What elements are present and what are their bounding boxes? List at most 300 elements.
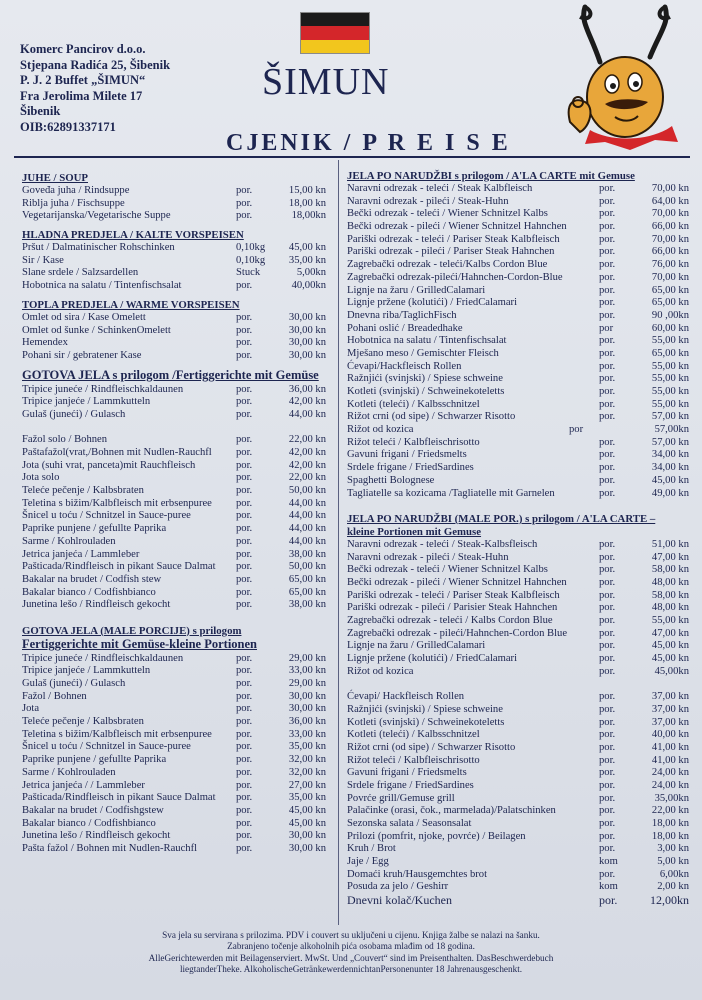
item-price: 15,00 kn (288, 185, 326, 196)
item-unit: por. (599, 564, 616, 576)
menu-item (22, 599, 330, 612)
item-unit: por. (599, 538, 616, 550)
item-price: 57,00 kn (651, 411, 689, 423)
item-unit: por. (599, 640, 616, 652)
item-price: 22,00 kn (288, 434, 326, 446)
spacer (347, 500, 691, 513)
item-price: 45,00 kn (651, 640, 689, 652)
item-unit: por. (599, 462, 616, 474)
item-price: 42,00 kn (288, 447, 326, 458)
item-unit: por. (236, 690, 253, 702)
menu-item (347, 361, 691, 374)
item-name: Pohani oslić / Breadedhake (347, 322, 463, 334)
item-name: Omlet od sira / Kase Omelett (22, 311, 146, 323)
item-name: Teleće pečenje / Kalbsbraten (22, 716, 144, 728)
item-unit: por. (599, 703, 616, 715)
menu-item (22, 653, 330, 666)
menu-item (347, 488, 691, 501)
item-price: 58,00 kn (651, 564, 689, 576)
item-unit: por. (599, 195, 616, 207)
item-unit: por. (236, 197, 253, 209)
item-name: Mješano meso / Gemischter Fleisch (347, 347, 499, 359)
menu-item (22, 741, 330, 754)
item-name: Dnevni kolač/Kuchen (347, 893, 452, 908)
item-name: Naravni odrezak - teleći / Steak Kalbfleisch (347, 183, 533, 194)
item-unit: por. (599, 259, 616, 271)
footer-notes (0, 930, 702, 976)
item-unit: por. (236, 741, 253, 753)
item-name: Dnevna riba/TaglichFisch (347, 309, 457, 321)
item-name: Prilozi (pomfrit, njoke, povrće) / Beilagen (347, 830, 526, 842)
menu-item (22, 460, 330, 473)
item-name: Paprike punjene / gefullte Paprika (22, 523, 167, 535)
spacer (347, 678, 691, 691)
item-unit: por. (599, 436, 616, 448)
item-unit: por. (599, 309, 616, 321)
item-price: 33,00 kn (288, 665, 326, 677)
item-name: Pršut / Dalmatinischer Rohschinken (22, 242, 175, 254)
item-unit: por. (599, 653, 616, 665)
item-unit: por. (599, 729, 616, 741)
item-unit: por. (599, 868, 616, 880)
item-unit: por. (236, 337, 253, 349)
menu-item (347, 767, 691, 780)
item-unit: por. (236, 485, 253, 497)
menu-item (347, 335, 691, 348)
item-price: 45,00 kn (651, 474, 689, 486)
item-price: 36,00 kn (288, 716, 326, 728)
item-name: Bakalar na brudet / Codfish stew (22, 573, 162, 585)
item-price: 24,00 kn (651, 779, 689, 791)
item-name: Bečki odrezak - pileći / Wiener Schnitzel Hahnchen (347, 221, 567, 233)
menu-item (347, 653, 691, 666)
item-name: Lignje na žaru / GrilledCalamari (347, 284, 486, 296)
item-name: Gulaš (juneći) / Gulasch (22, 408, 126, 420)
item-name: Srdele frigane / FriedSardines (347, 779, 474, 791)
item-price: 38,00 kn (288, 599, 326, 611)
section-heading: JELA PO NARUDŽBI (MALE POR.) s prilogom / A'LA CARTE – (347, 512, 656, 525)
menu-item (22, 587, 330, 600)
item-price: 70,00 kn (651, 271, 689, 283)
item-name: Pašta fažol / Bohnen mit Nudlen-Rauchfl (22, 842, 198, 854)
item-price: 65,00 kn (288, 586, 326, 598)
item-name: Tripice janjeće / Lammkutteln (22, 665, 151, 677)
item-name: Pohani sir / gebratener Kase (22, 349, 142, 361)
item-unit: por. (599, 221, 616, 233)
item-unit: por. (599, 589, 616, 601)
menu-item (347, 856, 691, 869)
company-line: OIB:62891337171 (20, 119, 116, 134)
item-name: Paštafažol(vrat,/Bohnen mit Nudlen-Rauchfl (22, 447, 212, 458)
item-price: 35,00kn (654, 792, 689, 804)
item-name: Teletina s bižim/Kalbfleisch mit erbsenpuree (22, 728, 212, 740)
menu-item (347, 805, 691, 818)
item-name: Rižot teleći / Kalbfleischrisotto (347, 436, 480, 448)
item-name: Bakalar bianco / Codfishbianco (22, 586, 156, 598)
item-price: 18,00 kn (288, 197, 326, 209)
company-info (20, 42, 170, 135)
item-price: 55,00 kn (651, 615, 689, 626)
menu-item (22, 434, 330, 447)
company-line: Fra Jerolima Milete 17 (20, 88, 143, 103)
item-price: 70,00 kn (651, 233, 689, 245)
menu-item (22, 830, 330, 843)
menu-item (22, 242, 330, 255)
item-unit: por. (236, 324, 253, 336)
item-name: Vegetarijanska/Vegetarische Suppe (22, 210, 171, 222)
item-price: 65,00 kn (651, 284, 689, 296)
item-price: 65,00 kn (288, 573, 326, 585)
menu-item (347, 640, 691, 653)
company-line: Stjepana Radića 25, Šibenik (20, 57, 171, 72)
item-price: 30,00 kn (288, 703, 326, 715)
item-unit: por. (599, 449, 616, 461)
item-name: Posuda za jelo / Geshirr (347, 881, 449, 893)
footer-line: AlleGerichtewerden mit Beilagenserviert. MwSt. Und „Couvert“ sind im Preisenthalten. DasBeschwerdebuch (148, 952, 554, 963)
menu-item (22, 472, 330, 485)
item-name: Lignje pržene (kolutići) / FriedCalamari (347, 653, 518, 665)
item-name: Tripice juneće / Rindfleischkaldaunen (22, 383, 184, 395)
item-price: 18,00kn (291, 210, 326, 222)
menu-item (347, 399, 691, 412)
menu-item (22, 678, 330, 691)
item-name: Jaje / Egg (347, 856, 389, 868)
item-price: 30,00 kn (288, 830, 326, 842)
item-unit: por. (236, 561, 253, 573)
item-price: 70,00 kn (651, 208, 689, 220)
menu-item (22, 280, 330, 293)
menu-item (347, 869, 691, 882)
item-price: 57,00kn (654, 424, 689, 436)
menu-item (347, 475, 691, 488)
item-price: 51,00 kn (651, 538, 689, 550)
item-price: 44,00 kn (288, 510, 326, 522)
column-divider (338, 160, 339, 925)
item-name: Bakalar bianco / Codfishbianco (22, 817, 156, 829)
item-price: 6,00kn (659, 868, 689, 880)
item-price: 30,00 kn (288, 324, 326, 336)
menu-item (347, 552, 691, 565)
item-name: Gavuni frigani / Friedsmelts (347, 449, 467, 461)
item-price: 90 ,00kn (651, 309, 689, 321)
item-unit: por. (599, 767, 616, 779)
item-name: Bečki odrezak - teleći / Wiener Schnitzel Kalbs (347, 208, 548, 220)
item-unit: por. (236, 573, 253, 585)
menu-item (347, 424, 691, 437)
menu-item (347, 577, 691, 590)
item-price: 49,00 kn (651, 487, 689, 499)
german-flag-icon (300, 12, 370, 54)
item-unit: por. (236, 447, 253, 458)
item-price: 29,00 kn (288, 678, 326, 689)
item-unit: por. (599, 792, 616, 804)
item-price: 30,00 kn (288, 337, 326, 349)
item-name: Ćevapi/Hackfleisch Rollen (347, 360, 462, 372)
item-name: Bakalar na brudet / Codfishgstew (22, 804, 164, 816)
item-unit: por. (599, 754, 616, 766)
item-name: Bečki odrezak - teleći / Wiener Schnitzel Kalbs (347, 564, 548, 576)
section-heading: TOPLA PREDJELA / WARME VORSPEISEN (22, 298, 240, 311)
item-name: Riblja juha / Fischsuppe (22, 197, 125, 209)
menu-item (22, 561, 330, 574)
item-name: Sezonska salata / Seasonsalat (347, 818, 472, 829)
item-name: Hobotnica na salatu / Tintenfischsalat (347, 335, 507, 347)
item-unit: por. (236, 280, 253, 292)
menu-item (347, 373, 691, 386)
item-name: Jetrica janjeća / / Lammleber (22, 779, 145, 791)
section-heading: kleine Portionen mit Gemuse (347, 525, 482, 538)
item-name: Rižot od kozica (347, 424, 414, 436)
item-price: 45,00 kn (288, 817, 326, 829)
item-name: Ražnjići (svinjski) / Spiese schweine (347, 703, 503, 715)
company-line: Komerc Pancirov d.o.o. (20, 42, 146, 56)
item-unit: por. (236, 792, 253, 804)
item-price: 35,00 kn (288, 254, 326, 266)
menu-item (22, 805, 330, 818)
brand-name: ŠIMUN (262, 61, 390, 103)
menu-item (22, 498, 330, 511)
item-unit: por. (599, 398, 616, 410)
item-name: Fažol solo / Bohnen (22, 434, 108, 446)
item-unit: por. (599, 779, 616, 791)
menu-item (347, 564, 691, 577)
item-price: 65,00 kn (651, 347, 689, 359)
item-name: Kotleti (svinjski) / Schweinekoteletts (347, 386, 505, 397)
section-heading: GOTOVA JELA s prilogom /Fertiggerichte mit Gemüse (22, 367, 319, 382)
item-price: 58,00 kn (651, 589, 689, 601)
footer-line: liegtanderTheke. AlkoholischeGetränkewerdennichtanPersonenunter 18 Jahrenausgeschenkt. (179, 964, 523, 975)
menu-item (22, 780, 330, 793)
item-name: Pariški odrezak - pileći / Pariser Steak Hahnchen (347, 246, 555, 258)
menu-item (347, 196, 691, 209)
menu-item (347, 894, 691, 907)
item-unit: por. (599, 893, 618, 908)
menu-item (22, 729, 330, 742)
menu-item (347, 590, 691, 603)
item-price: 55,00 kn (651, 398, 689, 410)
item-unit: Stuck (236, 267, 261, 279)
item-name: Goveđa juha / Rindsuppe (22, 185, 130, 196)
item-name: Rižot crni (od sipe) / Schwarzer Risotto (347, 741, 516, 753)
item-price: 37,00 kn (651, 703, 689, 715)
menu-item (22, 767, 330, 780)
item-unit: por. (236, 459, 253, 471)
item-price: 48,00 kn (651, 602, 689, 614)
item-unit: por. (599, 487, 616, 499)
item-price: 66,00 kn (651, 246, 689, 258)
item-price: 57,00 kn (651, 436, 689, 448)
menu-item (347, 386, 691, 399)
item-unit: por. (599, 716, 616, 728)
item-price: 22,00 kn (651, 805, 689, 817)
menu-item (22, 337, 330, 350)
item-name: Tagliatelle sa kozicama /Tagliatelle mit Garnelen (347, 487, 555, 499)
item-price: 27,00 kn (288, 779, 326, 791)
item-name: Šnicel u toću / Schnitzel in Sauce-puree (22, 510, 191, 522)
menu-item (22, 523, 330, 536)
item-price: 34,00 kn (651, 462, 689, 474)
item-price: 48,00 kn (651, 576, 689, 588)
item-name: Rižot crni (od sipe) / Schwarzer Risotto (347, 411, 516, 423)
item-price: 3,00 kn (657, 843, 689, 855)
item-unit: por. (599, 474, 616, 486)
item-unit: kom (599, 856, 618, 868)
item-unit: por. (236, 678, 253, 689)
menu-item (22, 409, 330, 422)
item-price: 44,00 kn (288, 497, 326, 509)
item-unit: por. (599, 665, 616, 677)
item-unit: por. (236, 510, 253, 522)
item-name: Zagrebački odrezak-pileći/Hahnchen-Cordon-Blue (347, 271, 563, 283)
menu-item (22, 754, 330, 767)
item-unit: por. (236, 830, 253, 842)
item-price: 55,00 kn (651, 386, 689, 397)
item-price: 12,00kn (650, 893, 689, 908)
item-price: 45,00 kn (288, 242, 326, 254)
item-unit: por. (599, 551, 616, 563)
menu-item (22, 510, 330, 523)
item-price: 24,00 kn (651, 767, 689, 779)
item-unit: por (569, 424, 584, 436)
item-unit: por. (236, 804, 253, 816)
menu-item (347, 729, 691, 742)
section-heading: Fertiggerichte mit Gemüse-kleine Portionen (22, 636, 257, 651)
item-unit: por. (599, 830, 616, 842)
menu-item (22, 536, 330, 549)
item-name: Ražnjići (svinjski) / Spiese schweine (347, 373, 503, 385)
item-price: 42,00 kn (288, 396, 326, 408)
menu-item (22, 792, 330, 805)
item-unit: por. (236, 497, 253, 509)
item-name: Domaći kruh/Hausgemchtes brot (347, 868, 488, 880)
menu-item (347, 208, 691, 221)
item-unit: 0,10kg (236, 242, 266, 254)
item-price: 30,00 kn (288, 690, 326, 702)
item-price: 55,00 kn (651, 373, 689, 385)
item-price: 40,00kn (291, 280, 326, 292)
item-price: 55,00 kn (651, 335, 689, 347)
menu-item (347, 602, 691, 615)
item-unit: por. (599, 805, 616, 817)
item-name: Junetina lešo / Rindfleisch gekocht (22, 599, 171, 611)
item-price: 35,00 kn (288, 792, 326, 804)
item-unit: por. (236, 779, 253, 791)
item-unit: por. (236, 754, 253, 766)
item-name: Teletina s bižim/Kalbfleisch mit erbsenpuree (22, 497, 212, 509)
menu-item (347, 742, 691, 755)
item-unit: kom (599, 881, 618, 893)
item-price: 44,00 kn (288, 523, 326, 535)
item-price: 47,00 kn (651, 627, 689, 639)
item-name: Povrće grill/Gemuse grill (347, 792, 455, 804)
item-price: 45,00 kn (288, 804, 326, 816)
item-name: Jota solo (22, 472, 60, 484)
spacer (22, 612, 330, 625)
company-line: Šibenik (20, 104, 61, 118)
item-name: Sarme / Kohlrouladen (22, 535, 116, 547)
menu-item (347, 449, 691, 462)
menu-item (347, 818, 691, 831)
menu-item (22, 198, 330, 211)
item-name: Junetina lešo / Rindfleisch gekocht (22, 830, 171, 842)
section-heading: GOTOVA JELA (MALE PORCIJE) s prilogom (22, 624, 242, 637)
menu-item (22, 549, 330, 562)
item-price: 30,00 kn (288, 349, 326, 361)
item-unit: por. (236, 716, 253, 728)
item-name: Zagrebački odrezak - teleći/Kalbs Cordon Blue (347, 259, 548, 271)
item-price: 70,00 kn (651, 183, 689, 194)
item-price: 2,00 kn (657, 881, 689, 893)
menu-item (347, 411, 691, 424)
item-price: 5,00kn (296, 267, 326, 279)
item-price: 30,00 kn (288, 842, 326, 854)
item-name: Pašticada/Rindfleisch in pikant Sauce Dalmat (22, 792, 216, 804)
menu-item (22, 574, 330, 587)
item-price: 66,00 kn (651, 221, 689, 233)
item-unit: por. (236, 652, 253, 664)
footer-line: Zabranjeno točenje alkoholnih pića osobama mlađim od 18 godina. (227, 941, 475, 952)
item-name: Pašticada/Rindfleisch in pikant Sauce Dalmat (22, 561, 216, 573)
menu-item (22, 325, 330, 338)
item-name: Palačinke (orasi, čok., marmelada)/Palatschinken (347, 805, 556, 817)
item-unit: por. (236, 842, 253, 854)
item-price: 32,00 kn (288, 754, 326, 766)
item-unit: por. (236, 472, 253, 484)
left-menu-column (22, 172, 330, 856)
company-line: P. J. 2 Buffet „ŠIMUN“ (20, 73, 146, 87)
item-price: 45,00 kn (651, 653, 689, 665)
item-price: 34,00 kn (651, 449, 689, 461)
item-name: Pariški odrezak - teleći / Pariser Steak Kalbfleisch (347, 233, 560, 245)
item-price: 18,00 kn (651, 818, 689, 829)
menu-item (22, 843, 330, 856)
item-unit: por. (599, 297, 616, 309)
item-unit: por. (599, 360, 616, 372)
item-name: Hemendex (22, 337, 68, 349)
item-unit: por. (599, 271, 616, 283)
item-name: Zagrebački odrezak - teleći / Kalbs Cordon Blue (347, 615, 553, 626)
menu-item (347, 539, 691, 552)
item-price: 38,00 kn (288, 548, 326, 560)
menu-item (22, 716, 330, 729)
item-price: 45,00kn (654, 665, 689, 677)
item-name: Jetrica janjeća / Lammleber (22, 548, 140, 560)
item-unit: por. (236, 383, 253, 395)
item-name: Naravni odrezak - pileći / Steak-Huhn (347, 551, 509, 563)
item-price: 40,00 kn (651, 729, 689, 741)
item-name: Gulaš (juneći) / Gulasch (22, 678, 126, 689)
item-name: Jota (suhi vrat, panceta)mit Rauchfleisch (22, 459, 196, 471)
item-price: 22,00 kn (288, 472, 326, 484)
menu-item (347, 310, 691, 323)
item-unit: por. (599, 373, 616, 385)
item-price: 18,00 kn (651, 830, 689, 842)
item-price: 5,00 kn (657, 856, 689, 868)
item-price: 41,00 kn (651, 754, 689, 766)
menu-item (22, 267, 330, 280)
item-name: Lignje pržene (kolutići) / FriedCalamari (347, 297, 518, 309)
menu-item (347, 259, 691, 272)
item-unit: por. (599, 602, 616, 614)
item-name: Omlet od šunke / SchinkenOmelett (22, 324, 171, 336)
item-unit: por. (599, 284, 616, 296)
menu-item (22, 185, 330, 198)
menu-item (347, 437, 691, 450)
item-name: Kotleti (teleći) / Kalbsschnitzel (347, 729, 480, 741)
item-name: Slane srdele / Salzsardellen (22, 267, 139, 279)
item-unit: por. (236, 535, 253, 547)
title-divider (14, 156, 690, 158)
